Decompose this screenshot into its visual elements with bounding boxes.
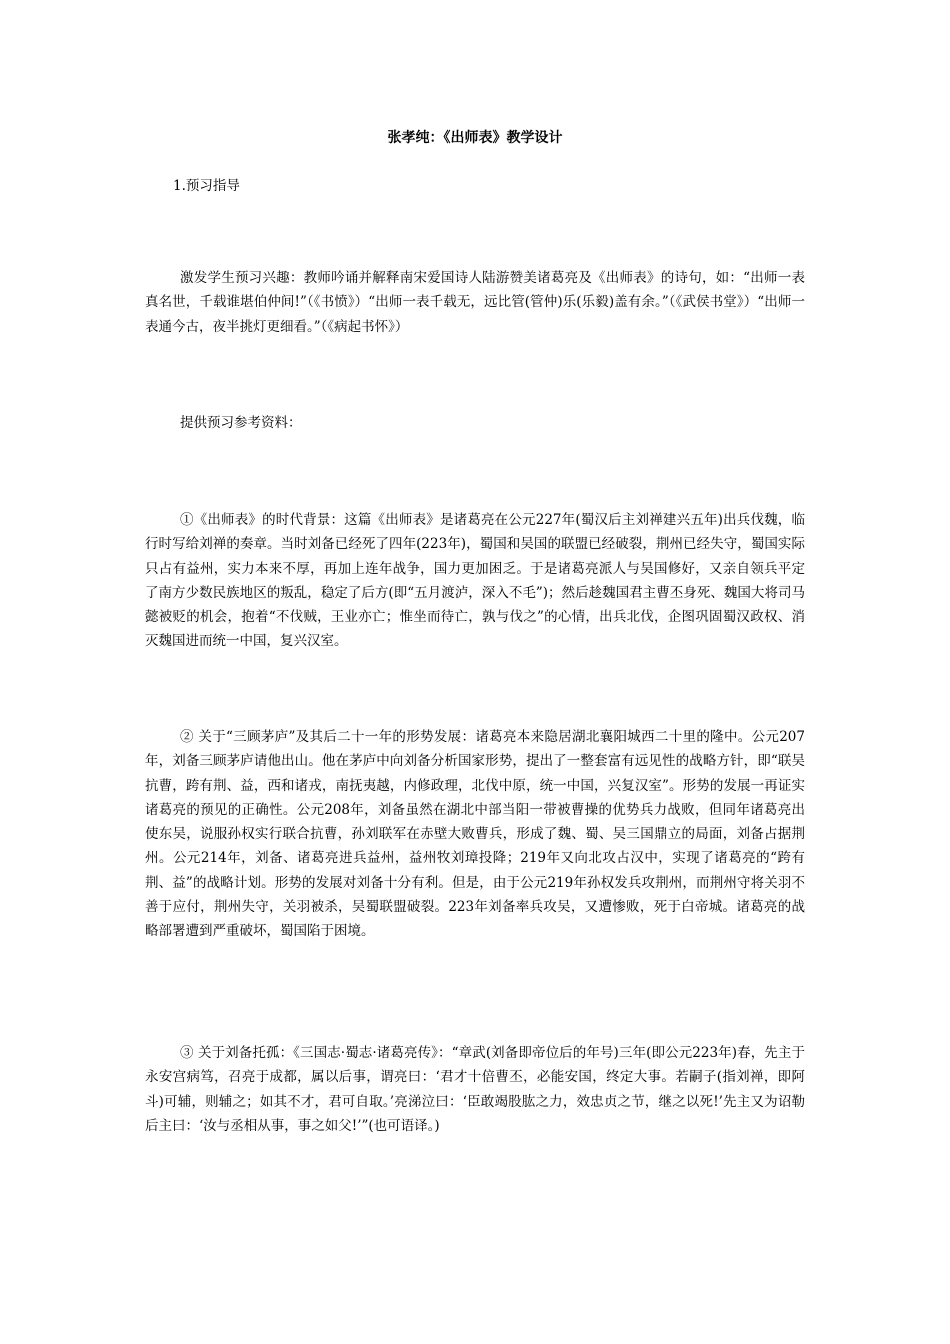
paragraph-motivation: 激发学生预习兴趣：教师吟诵并解释南宋爱国诗人陆游赞美诸葛亮及《出师表》的诗句，如：“出师一表真名世，千载谁堪伯仲间!”（《书愤》）“出师一表千载无，远比管(管仲)乐(乐毅)盖有余。”（《武侯书堂》）“出师一表通今古，夜半挑灯更细看。”（《病起书怀》） (145, 270, 805, 335)
paragraph-background: ①《出师表》的时代背景：这篇《出师表》是诸葛亮在公元227年(蜀汉后主刘禅建兴五年)出兵伐魏，临行时写给刘禅的奏章。当时刘备已经死了四年(223年)，蜀国和吴国的联盟已经破裂，荆州已经失守，蜀国实际只占有益州，实力本来不厚，再加上连年战争，国力更加困乏。于是诸葛亮派人与吴国修好，又亲自领兵平定了南方少数民族地区的叛乱，稳定了后方(即“五月渡泸，深入不毛”)；然后趁魏国君主曹丕身死、魏国大将司马懿被贬的机会，抱着“不伐贼，王业亦亡；惟坐而待亡，孰与伐之”的心情，出兵北伐，企图巩固蜀汉政权、消灭魏国进而统一中国，复兴汉室。 (145, 512, 805, 650)
section-heading: 1.预习指导 (173, 178, 240, 194)
paragraph-materials-intro: 提供预习参考资料： (180, 415, 302, 431)
paragraph-entrustment: ③ 关于刘备托孤：《三国志·蜀志·诸葛亮传》：“章武(刘备即帝位后的年号)三年(即公元223年)春，先主于永安宫病笃，召亮于成都，属以后事，谓亮曰：‘君才十倍曹丕，必能安国，终定大事。若嗣子(指刘禅，即阿斗)可辅，则辅之；如其不才，君可自取。’亮涕泣曰：‘臣敢竭股肱之力，效忠贞之节，继之以死!’先主又为诏勒后主曰：‘汝与丞相从事，事之如父!’”(也可语译。) (145, 1045, 805, 1134)
document-title: 张孝纯：《出师表》教学设计 (387, 130, 563, 146)
paragraph-three-visits: ② 关于“三顾茅庐”及其后二十一年的形势发展：诸葛亮本来隐居湖北襄阳城西二十里的隆中。公元207年，刘备三顾茅庐请他出山。他在茅庐中向刘备分析国家形势，提出了一整套富有远见性的战略方针，即“联吴抗曹，跨有荆、益，西和诸戎，南抚夷越，内修政理，北伐中原，统一中国，兴复汉室”。形势的发展一再证实诸葛亮的预见的正确性。公元208年，刘备虽然在湖北中部当阳一带被曹操的优势兵力战败，但同年诸葛亮出使东吴，说服孙权实行联合抗曹，孙刘联军在赤壁大败曹兵，形成了魏、蜀、吴三国鼎立的局面，刘备占据荆州。公元214年，刘备、诸葛亮进兵益州，益州牧刘璋投降；219年又向北攻占汉中，实现了诸葛亮的“跨有荆、益”的战略计划。形势的发展对刘备十分有利。但是，由于公元219年孙权发兵攻荆州，而荆州守将关羽不善于应付，荆州失守，关羽被杀，吴蜀联盟破裂。223年刘备率兵攻吴，又遭惨败，死于白帝城。诸葛亮的战略部署遭到严重破坏，蜀国陷于困境。 (145, 729, 805, 940)
